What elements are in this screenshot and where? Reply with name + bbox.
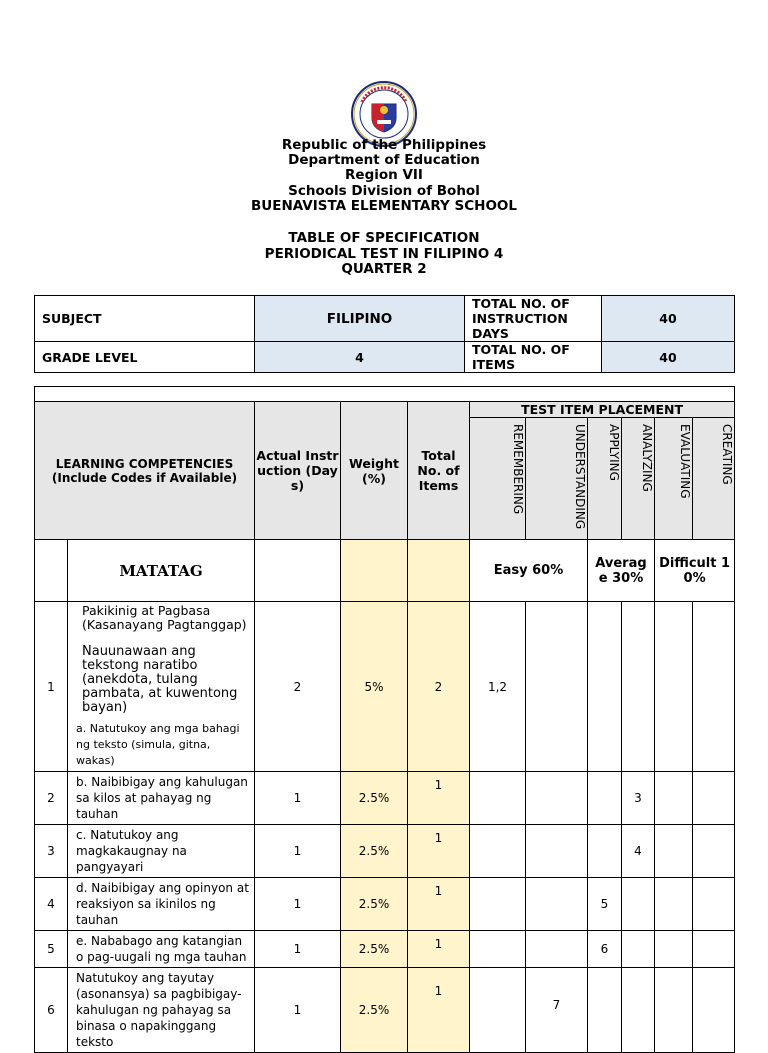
row-number: 1: [35, 602, 68, 772]
matatag-days: [255, 540, 341, 602]
evaluating-cell: [655, 602, 693, 772]
header-actual-days: Actual Instruction (Days): [255, 402, 341, 540]
specification-table: [34, 386, 735, 1053]
weight-cell: 2.5%: [341, 772, 408, 825]
weight-cell: 2.5%: [341, 878, 408, 931]
analyzing-cell: 4: [622, 825, 655, 878]
days-cell: 1: [255, 772, 341, 825]
competency-domain: Pakikinig at Pagbasa (Kasanayang Pagtanggap): [82, 603, 247, 632]
evaluating-cell: [655, 878, 693, 931]
evaluating-cell: [655, 931, 693, 968]
level-evaluating: EVALUATING: [655, 418, 693, 540]
header-line-4: Schools Division of Bohol: [288, 182, 480, 199]
matatag-items: [408, 540, 470, 602]
table-row: [35, 602, 735, 772]
competency-text: Natutukoy ang tayutay (asonansya) sa pagbibigay-kahulugan ng pahayag sa binasa o napakinggang teksto: [68, 968, 255, 1053]
days-cell: 2: [255, 602, 341, 772]
understanding-cell: [526, 878, 588, 931]
analyzing-cell: [622, 602, 655, 772]
days-cell: 1: [255, 931, 341, 968]
level-applying: APPLYING: [588, 418, 622, 540]
header-line-3: Region VII: [345, 167, 423, 184]
difficulty-average: Average 30%: [588, 540, 655, 602]
applying-cell: 6: [588, 931, 622, 968]
header-test-item-placement: TEST ITEM PLACEMENT: [470, 402, 735, 418]
title-line-2: PERIODICAL TEST IN FILIPINO 4: [264, 245, 504, 262]
remembering-cell: [470, 772, 526, 825]
competency-text: a. Natutukoy ang mga bahagi ng teksto (simula, gitna, wakas): [76, 722, 240, 767]
grade-level-value: 4: [255, 342, 465, 373]
remembering-cell: [470, 968, 526, 1053]
items-cell: 1: [408, 772, 470, 825]
remembering-cell: [470, 825, 526, 878]
title-line-3: QUARTER 2: [341, 261, 427, 278]
row-number: 3: [35, 825, 68, 878]
understanding-cell: [526, 825, 588, 878]
title-line-1: TABLE OF SPECIFICATION: [288, 230, 480, 246]
analyzing-cell: [622, 931, 655, 968]
table-row: [35, 878, 735, 931]
competency-text: b. Naibibigay ang kahulugan sa kilos at pahayag ng tauhan: [68, 772, 255, 825]
applying-cell: [588, 825, 622, 878]
weight-cell: 2.5%: [341, 968, 408, 1053]
header-competencies: LEARNING COMPETENCIES (Include Codes if Available): [35, 402, 255, 540]
header-total-items: Total No. of Items: [408, 402, 470, 540]
understanding-cell: [526, 931, 588, 968]
letterhead: [0, 138, 768, 214]
applying-cell: 5: [588, 878, 622, 931]
analyzing-cell: [622, 968, 655, 1053]
weight-cell: 2.5%: [341, 825, 408, 878]
total-items-label: TOTAL NO. OF ITEMS: [465, 342, 602, 373]
row-number: 2: [35, 772, 68, 825]
row-number: 5: [35, 931, 68, 968]
competency-text: d. Naibibigay ang opinyon at reaksiyon sa ikinilos ng tauhan: [68, 878, 255, 931]
analyzing-cell: 3: [622, 772, 655, 825]
items-cell: 1: [408, 878, 470, 931]
weight-cell: 2.5%: [341, 931, 408, 968]
header-line-2: Department of Education: [288, 152, 480, 169]
spacer-row: [35, 387, 735, 402]
items-cell: 1: [408, 825, 470, 878]
remembering-cell: [470, 878, 526, 931]
days-cell: 1: [255, 825, 341, 878]
subject-value: FILIPINO: [255, 296, 465, 342]
understanding-cell: [526, 772, 588, 825]
difficulty-easy: Easy 60%: [470, 540, 588, 602]
applying-cell: [588, 968, 622, 1053]
row-number: 6: [35, 968, 68, 1053]
matatag-label: MATATAG: [68, 540, 255, 602]
level-understanding: UNDERSTANDING: [526, 418, 588, 540]
applying-cell: [588, 772, 622, 825]
items-cell: 1: [408, 968, 470, 1053]
remembering-cell: 1,2: [470, 602, 526, 772]
items-cell: 2: [408, 602, 470, 772]
analyzing-cell: [622, 878, 655, 931]
header-line-1: Republic of the Philippines: [281, 137, 487, 153]
instruction-days-label: TOTAL NO. OF INSTRUCTION DAYS: [465, 296, 602, 342]
level-remembering: REMEMBERING: [470, 418, 526, 540]
evaluating-cell: [655, 772, 693, 825]
document-title: [0, 231, 768, 278]
creating-cell: [693, 825, 735, 878]
total-items-value: 40: [602, 342, 735, 373]
level-creating: CREATING: [693, 418, 735, 540]
creating-cell: [693, 968, 735, 1053]
understanding-cell: 7: [526, 968, 588, 1053]
weight-cell: 5%: [341, 602, 408, 772]
level-analyzing: ANALYZING: [622, 418, 655, 540]
header-weight: Weight (%): [341, 402, 408, 540]
table-row: [35, 968, 735, 1053]
table-row: [35, 931, 735, 968]
evaluating-cell: [655, 968, 693, 1053]
creating-cell: [693, 931, 735, 968]
competency-text: c. Natutukoy ang magkakaugnay na pangyayari: [68, 825, 255, 878]
creating-cell: [693, 878, 735, 931]
difficulty-difficult: Difficult 10%: [655, 540, 735, 602]
days-cell: 1: [255, 878, 341, 931]
competency-main: Nauunawaan ang tekstong naratibo (anekdota, tulang pambata, at kuwentong bayan): [82, 644, 238, 715]
days-cell: 1: [255, 968, 341, 1053]
creating-cell: [693, 602, 735, 772]
applying-cell: [588, 602, 622, 772]
creating-cell: [693, 772, 735, 825]
competency-cell: [68, 602, 255, 772]
matatag-weight: [341, 540, 408, 602]
understanding-cell: [526, 602, 588, 772]
evaluating-cell: [655, 825, 693, 878]
table-row: [35, 772, 735, 825]
grade-level-label: GRADE LEVEL: [35, 342, 255, 373]
table-row: [35, 825, 735, 878]
subject-info-table: [34, 295, 735, 373]
subject-label: SUBJECT: [35, 296, 255, 342]
items-cell: 1: [408, 931, 470, 968]
row-number: 4: [35, 878, 68, 931]
matatag-no: [35, 540, 68, 602]
school-name: BUENAVISTA ELEMENTARY SCHOOL: [250, 197, 518, 214]
remembering-cell: [470, 931, 526, 968]
instruction-days-value: 40: [602, 296, 735, 342]
competency-text: e. Nababago ang katangian o pag-uugali ng mga tauhan: [68, 931, 255, 968]
